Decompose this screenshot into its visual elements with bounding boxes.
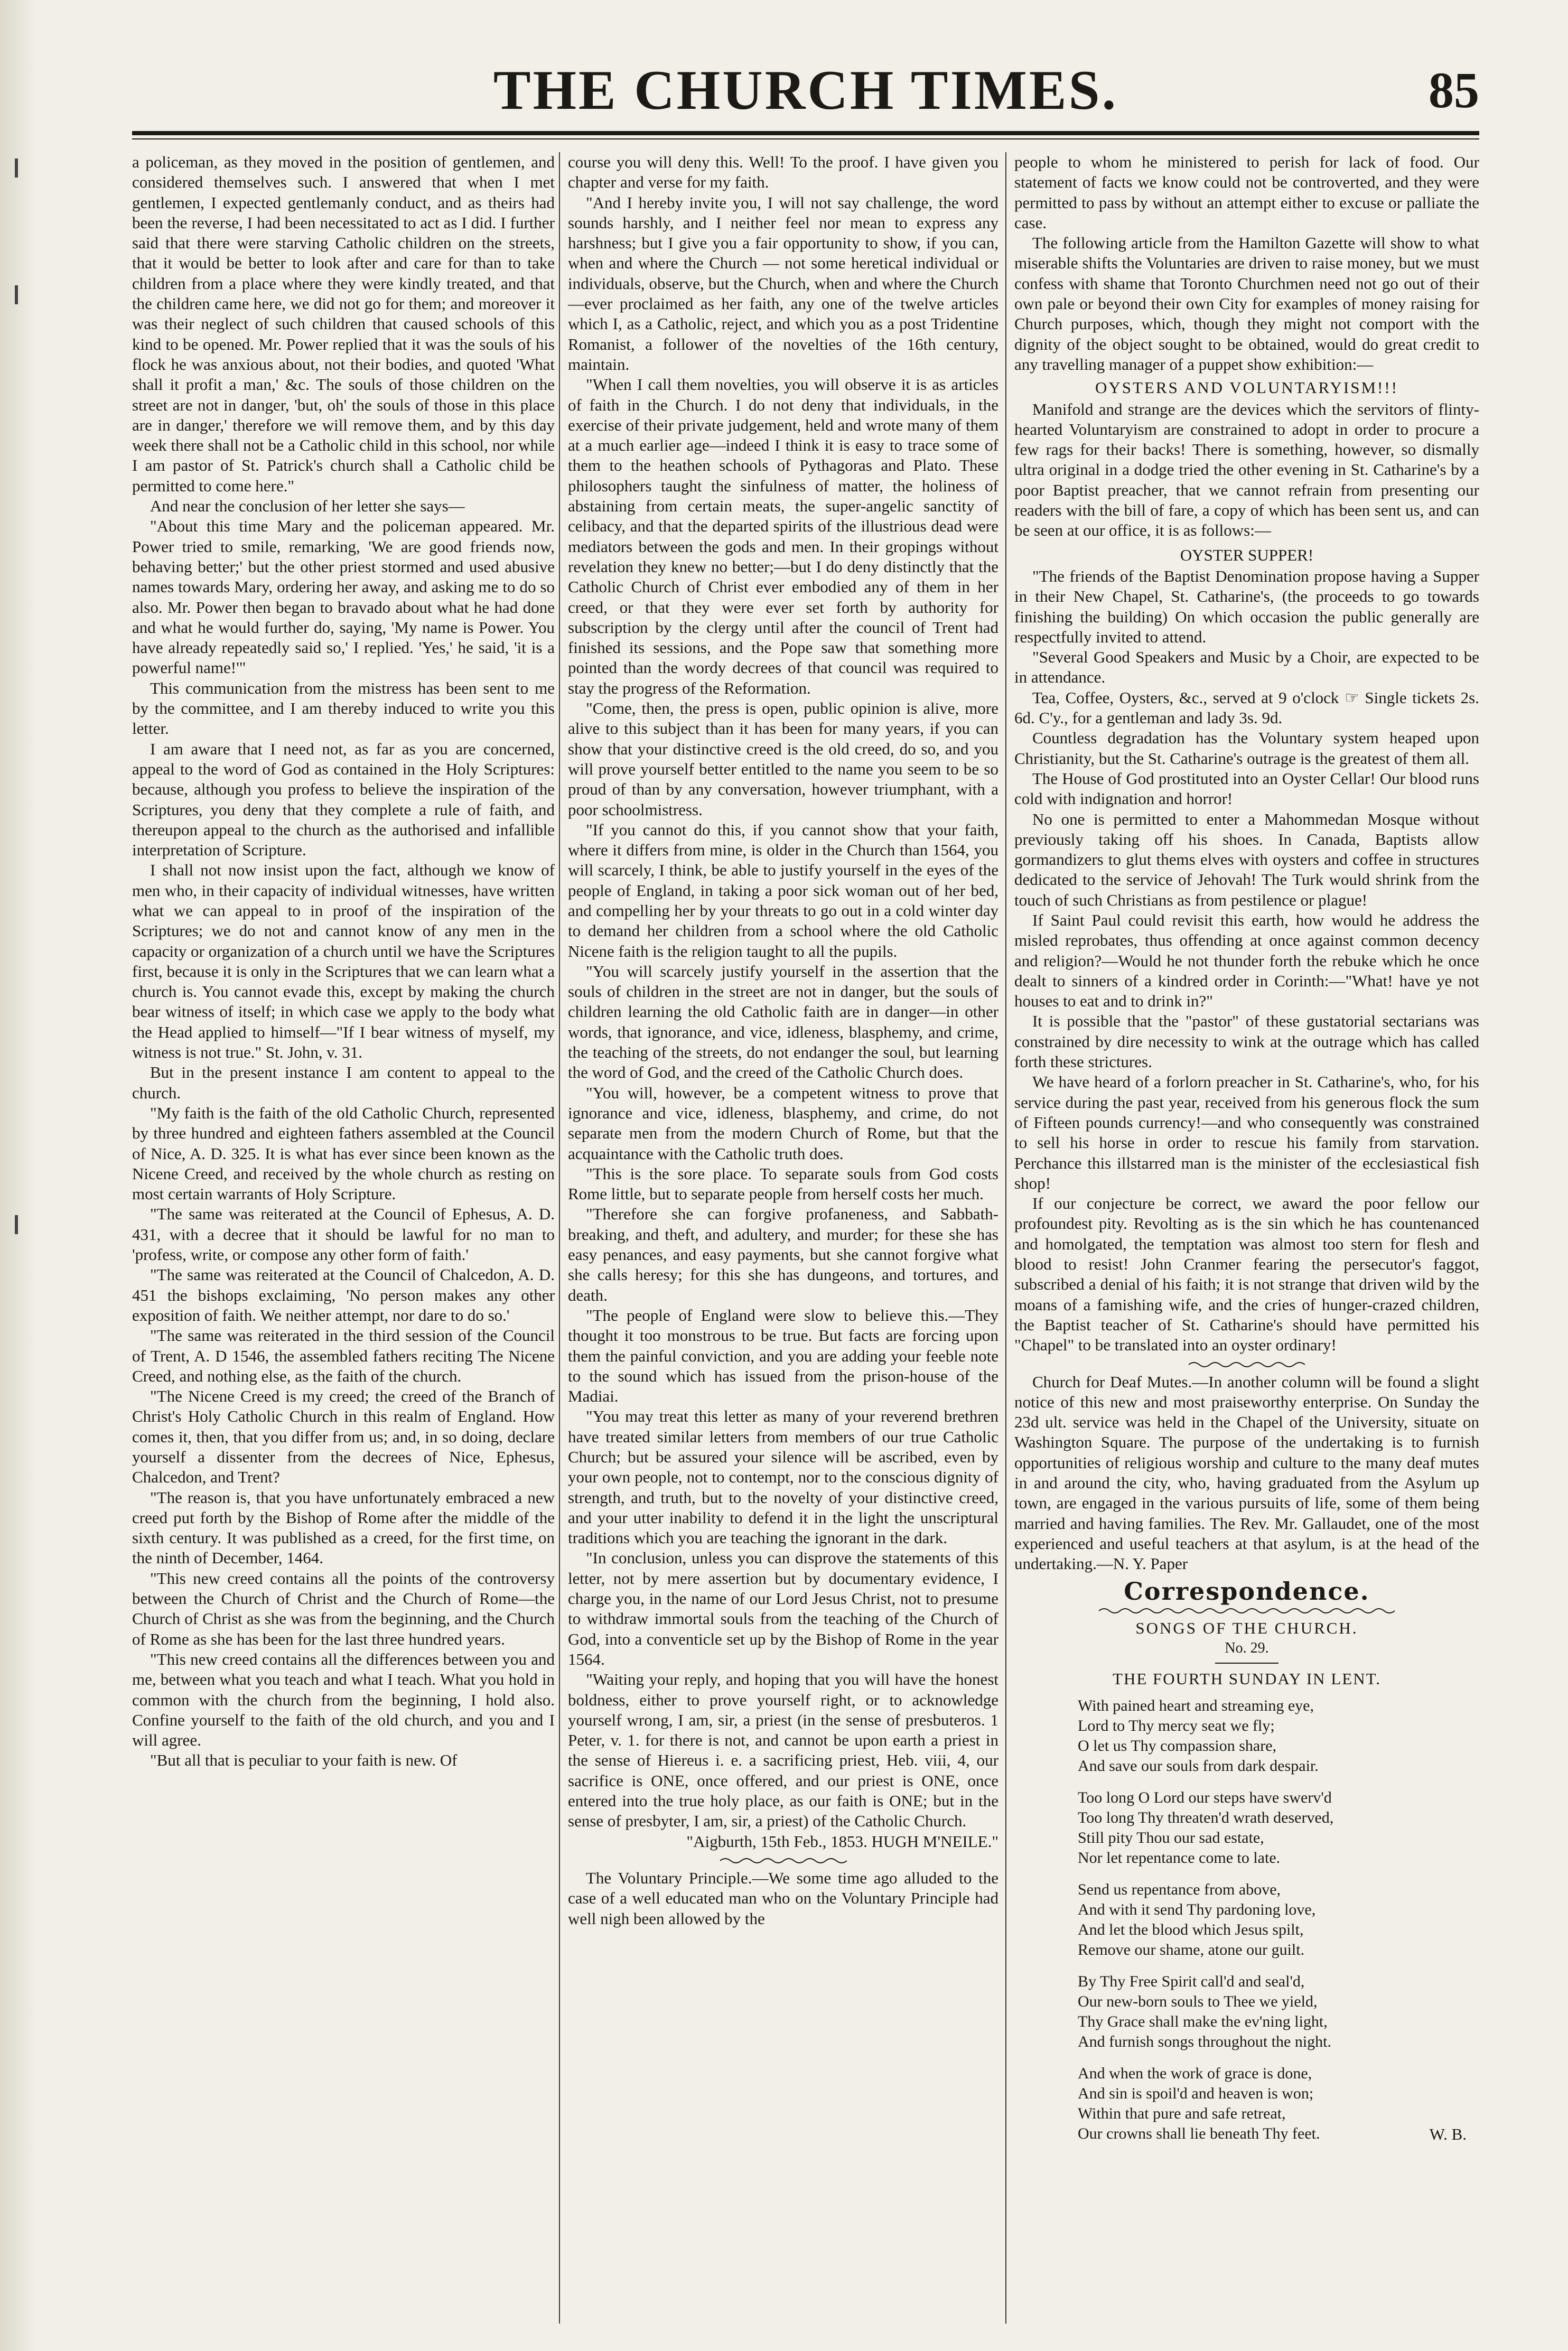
article-paragraph: "This is the sore place. To separate souls from God costs Rome little, but to separate people from herself costs her much. — [568, 1164, 998, 1204]
article-paragraph: I am aware that I need not, as far as you are concerned, appeal to the word of God as contained in the Holy Scriptures: because, although you profess to believe the inspiration of the Scriptures, you deny that they complete a rule of faith, and thereupon appeal to the church as the authorised and infallible interpretation of Scripture. — [132, 739, 555, 860]
poem-line: Too long O Lord our steps have swerv'd — [1078, 1788, 1332, 1806]
article-paragraph: But in the present instance I am content to appeal to the church. — [132, 1063, 555, 1102]
article-heading: OYSTERS AND VOLUNTARYISM!!! — [1095, 378, 1398, 397]
article-paragraph: "The same was reiterated at the Council of Chalcedon, A. D. 451 the bishops exclaiming, 'No person makes any other exposition of faith. We neither attempt, nor dare to do so.' — [132, 1265, 555, 1324]
article-paragraph: "The same was reiterated at the Council of Ephesus, A. D. 431, with a decree that it should be lawful for no man to 'profess, write, or compose any other form of faith.' — [132, 1205, 555, 1264]
poem-line: Our new-born souls to Thee we yield, — [1078, 1992, 1318, 2010]
poem-line: Nor let repentance come to late. — [1078, 1849, 1281, 1867]
deaf-mutes-paragraph: Church for Deaf Mutes.—In another column will be found a slight notice of this new and most praiseworthy enterprise. On Sunday the 23d ult. service was held in the Chapel of the University, situate on Washington Square. The purpose of the undertaking is to furnish opportunities of religious worship and culture to the many deaf mutes in and around the city, who, having graduated from the Asylum up town, are engaged in the various pursuits of life, some of them being married and having families. The Rev. Mr. Gallaudet, one of the most experienced and useful teachers at that asylum, is at the head of the undertaking.—N. Y. Paper — [1014, 1372, 1479, 1573]
article-paragraph: Countless degradation has the Voluntary system heaped upon Christianity, but the St. Catharine's outrage is the greatest of them all. — [1014, 729, 1479, 768]
poem-signature: W. B. — [1429, 2125, 1467, 2144]
article-paragraph: No one is permitted to enter a Mahommedan Mosque without previously taking off his shoes. In Canada, Baptists allow gormandizers to glut thems elves with oysters and coffee in structures dedicated to the service of Jehovah! The Turk would shrink from the touch of such Christians as from pestilence or plague! — [1014, 809, 1479, 909]
article-paragraph: The following article from the Hamilton Gazette will show to what miserable shifts the Voluntaries are driven to raise money, but we must confess with shame that Toronto Churchmen need not go out of their own pale or beyond their own City for examples of money raising for Church purposes, which, though they might not comport with the dignity of the object sought to be obtained, would do great credit to any travelling manager of a puppet show exhibition:— — [1014, 234, 1479, 374]
poem-line: And when the work of grace is done, — [1078, 2064, 1312, 2082]
article-paragraph: If Saint Paul could revisit this earth, how would he address the misled reprobates, thus offending at once against common decency and religion?—Would he not thunder forth the rebuke which he once dealt to sinners of a kindred order in Corinth:—"What! have ye not houses to eat and to drink in?" — [1014, 910, 1479, 1011]
column-2 — [568, 152, 998, 2324]
article-paragraph: We have heard of a forlorn preacher in St. Catharine's, who, for his service during the past year, received from his generous flock the sum of Fifteen pounds currency!—and who consequently was constrained to sell his horse in order to rescue his family from starvation. Perchance this illstarred man is the minister of the ecclesiastical fish shop! — [1014, 1072, 1479, 1192]
article-paragraph: "My faith is the faith of the old Catholic Church, represented by three hundred and eighteen fathers assembled at the Council of Nice, A. D. 325. It is what has ever since been known as the Nicene Creed, and received by the whole church as resting on most certain warrants of Holy Scripture. — [132, 1103, 555, 1204]
section-divider-ornament — [568, 1855, 998, 1865]
article-paragraph: "About this time Mary and the policeman appeared. Mr. Power tried to smile, remarking, 'We are good friends now, behaving better;' but the other priest stormed and used abusive names towards Mary, ordering her away, and asking me to do so also. Mr. Power then began to bravado about what he had done and what he would further do, saying, 'My name is Power. You have already repeatedly said so,' I replied. 'Yes,' he said, 'it is a powerful name!'" — [132, 517, 555, 677]
article-paragraph: "The same was reiterated in the third session of the Council of Trent, A. D 1546, the assembled fathers reciting The Nicene Creed, and nothing else, as the faith of the church. — [132, 1326, 555, 1385]
masthead — [132, 51, 1479, 130]
poem-title: THE FOURTH SUNDAY IN LENT. — [1113, 1669, 1381, 1688]
section-divider-ornament — [1014, 1605, 1479, 1615]
songs-number: No. 29. — [1225, 1640, 1269, 1657]
article-paragraph: "Come, then, the press is open, public opinion is alive, more alive to this subject than it has been for many years, if you can show that your distinctive creed is the old creed, do so, and you will prove yourself better entitled to the name you seem to be so proud of than by any conversation, however triumphant, with a poor schoolmistress. — [568, 699, 998, 819]
masthead-rule — [132, 131, 1479, 135]
article-paragraph: people to whom he ministered to perish for lack of food. Our statement of facts we know could not be controverted, and they were permitted to pass by without an attempt either to excuse or palliate the case. — [1014, 153, 1479, 232]
short-rule — [1215, 1663, 1278, 1664]
poem-line: Our crowns shall lie beneath Thy feet. — [1078, 2124, 1320, 2142]
article-paragraph: It is possible that the "pastor" of these gustatorial sectarians was constrained by dire necessity to wink at the outrage which has called forth these strictures. — [1014, 1012, 1479, 1071]
article-paragraph: "But all that is peculiar to your faith is new. Of — [150, 1751, 458, 1770]
newspaper-title: THE CHURCH TIMES. — [493, 59, 1118, 121]
article-paragraph: "Several Good Speakers and Music by a Choir, are expected to be in attendance. — [1014, 648, 1479, 687]
column-divider — [1005, 152, 1006, 2324]
poem-line: Within that pure and safe retreat, — [1078, 2104, 1286, 2122]
column-3 — [1014, 152, 1479, 2324]
article-paragraph: "You will, however, be a competent witness to prove that ignorance and vice, idleness, blasphemy, and crime, do not separate men from the modern Church of Rome, but that the acquaintance with the Catholic truth does. — [568, 1083, 998, 1163]
article-paragraph: "You may treat this letter as many of your reverend brethren have treated similar letters from members of our true Catholic Church; but be assured your silence will be ascribed, even by your own people, not to contempt, nor to the conscious dignity of strength, and truth, but to the novelty of your distinctive creed, and your utter inability to defend it in the light the unscriptural traditions which you are teaching the ignorant in the dark. — [568, 1407, 998, 1547]
poem-stanza — [1014, 1696, 1479, 1776]
songs-title: SONGS OF THE CHURCH. — [1135, 1618, 1358, 1637]
poem-stanza — [1014, 1972, 1479, 2052]
poem-line: Too long Thy threaten'd wrath deserved, — [1078, 1808, 1334, 1826]
poem-line: Still pity Thou our sad estate, — [1078, 1828, 1264, 1846]
letter-signature: "Aigburth, 15th Feb., 1853. HUGH M'NEILE." — [686, 1832, 998, 1851]
poem-line: Remove our shame, atone our guilt. — [1078, 1940, 1305, 1958]
article-paragraph: "The people of England were slow to believe this.—They thought it too monstrous to be true. But facts are forcing upon them the painful conviction, and you are adding your feeble note to the sound which has issued from the prison-house of the Madiai. — [568, 1305, 998, 1406]
page-binding-edge — [0, 0, 37, 2351]
article-paragraph: I shall not now insist upon the fact, although we know of men who, in their capacity of individual witnesses, have written what we can appeal to in proof of the inspiration of the Scriptures; we do not and cannot know of any men in the capacity or organization of a church until we have the Scriptures first, because it is only in the Scriptures that we can learn what a church is. You cannot evade this, except by making the church bear witness of itself; in which case we apply to the body what the Head applied to himself—"If I bear witness of myself, my witness is not true." St. John, v. 31. — [132, 861, 555, 1062]
article-paragraph: "This new creed contains all the points of the controversy between the Church of Christ and the Church of Rome—the Church of Christ as she was from the beginning, and the Church of Rome as she has been for the last three hundred years. — [132, 1569, 555, 1648]
poem-line: And sin is spoil'd and heaven is won; — [1078, 2084, 1314, 2102]
article-paragraph: "The friends of the Baptist Denomination propose having a Supper in their New Chapel, St. Catharine's, (the proceeds to go towards finishing the building) On which occasion the public generally are respectfully invited to attend. — [1014, 566, 1479, 646]
poem-stanza — [1014, 2064, 1479, 2144]
article-paragraph: If our conjecture be correct, we award the poor fellow our profoundest pity. Revolting as is the sin which he has countenanced and homolgated, the temptation was almost too stern for flesh and blood to resist! John Cranmer fearing the persecutor's faggot, subscribed a denial of his faith; it is not strange that driven wild by the moans of a famishing wife, and the cries of hunger-crazed children, the Baptist teacher of St. Catharine's should have permitted his "Chapel" to be translated into an oyster ordinary! — [1014, 1194, 1479, 1355]
poem-line: And save our souls from dark despair. — [1078, 1757, 1319, 1775]
poem-line: And with it send Thy pardoning love, — [1078, 1900, 1316, 1918]
article-paragraph: "When I call them novelties, you will observe it is as articles of faith in the Church. I do not deny that individuals, in the exercise of their private judgement, held and wrote many of them at a much earlier age—indeed I think it is easy to trace some of them to the heathen schools of Pythagoras and Plato. These philosophers taught the sinfulness of matter, the holiness of abstaining from certain meats, the super-angelic sanctity of celibacy, and that the departed spirits of the illustrious dead were mediators between the gods and men. In their gropings without revelation they knew no better;—but I do deny distinctly that the Catholic Church of Christ ever embodied any of them in her creed, or that they were ever set forth by authority for subscription by the clergy until after the council of Trent had finished its sessions, and the Pope saw that something more pointed than the wordy decrees of that council was required to stay the progress of the Reformation. — [568, 375, 998, 697]
article-paragraph: "Waiting your reply, and hoping that you will have the honest boldness, either to prove yourself right, or to acknowledge yourself wrong, I am, sir, a priest (in the sense of presbuteros. 1 Peter, v. 1. for there is not, and cannot be upon earth a priest in the sense of Hiereus i. e. a sacrificing priest, Heb. viii, 4, our sacrifice is ONE, once offered, and our priest is ONE, once entered into the true holy place, as our faith is ONE; but in the sense of presbyter, I am, sir, a priest) of the Catholic Church. — [568, 1670, 998, 1831]
article-paragraph: "This new creed contains all the differences between you and me, between what you teach and what I teach. What you hold in common with the church from the beginning, I hold also. Confine yourself to the faith of the old church, and you and I will agree. — [132, 1649, 555, 1750]
article-paragraph: This communication from the mistress has been sent to me by the committee, and I am thereby induced to write you this letter. — [132, 678, 555, 738]
bill-of-fare-heading: OYSTER SUPPER! — [1180, 545, 1314, 564]
article-paragraph: "If you cannot do this, if you cannot show that your faith, where it differs from mine, is older in the Church than 1564, you will scarcely, I think, be able to justify yourself in the eyes of the people of England, in taking a poor sick woman out of her bed, and compelling her by your threats to go out in a cold winter day to demand her children from a school where the old Catholic Nicene faith is the religion taught to all the pupils. — [568, 820, 998, 960]
binding-mark — [15, 285, 18, 304]
poem-line: O let us Thy compassion share, — [1078, 1737, 1277, 1755]
article-paragraph: And near the conclusion of her letter she says— — [150, 497, 465, 516]
poem-line: With pained heart and streaming eye, — [1078, 1696, 1314, 1714]
poem-line: Thy Grace shall make the ev'ning light, — [1078, 2012, 1328, 2030]
poem-line: And furnish songs throughout the night. — [1078, 2032, 1331, 2050]
poem-stanza — [1014, 1880, 1479, 1960]
binding-mark — [15, 1215, 18, 1234]
poem-stanza — [1014, 1788, 1479, 1868]
column-1 — [132, 152, 555, 2324]
section-divider-ornament — [1014, 1359, 1479, 1369]
binding-mark — [15, 158, 18, 178]
poem-line: By Thy Free Spirit call'd and seal'd, — [1078, 1972, 1305, 1990]
poem-line: And let the blood which Jesus spilt, — [1078, 1920, 1304, 1938]
article-paragraph: The House of God prostituted into an Oyster Cellar! Our blood runs cold with indignation and horror! — [1014, 769, 1479, 808]
poem-line: Send us repentance from above, — [1078, 1880, 1281, 1898]
article-paragraph: "You will scarcely justify yourself in the assertion that the souls of children in the street are not in danger, but the souls of children learning the old Catholic faith are in danger—in other words, that ignorance, and vice, idleness, blasphemy, and crime, the teaching of the streets, do not endanger the soul, but learning the word of God, and the creed of the Catholic Church does. — [568, 962, 998, 1082]
article-paragraph: a policeman, as they moved in the position of gentlemen, and considered themselves such. I answered that when I met gentlemen, I expected gentlemanly conduct, and as theirs had been the reverse, I had been necessitated to act as I did. I further said that there were starving Catholic children on the streets, that it would be better to look after and care for than to take children from a place where they were kindly treated, and that the children came here, we did not go for them; and moreover it was their neglect of such children that caused schools of this kind to be opened. Mr. Power replied that it was the souls of his flock he was anxious about, not their bodies, and quoted 'What shall it profit a man,' &c. The souls of those children on the street are not in danger, 'but, oh' the souls of those in this place are in danger,' therefore we will remove them, and by this day week there shall not be a Catholic child in this school, nor while I am pastor of St. Patrick's church shall a Catholic child be permitted to come here." — [132, 153, 555, 495]
masthead-rule-thin — [132, 138, 1479, 139]
article-paragraph: "Therefore she can forgive profaneness, and Sabbath-breaking, and theft, and adultery, and murder; for these she has easy penances, and easy payments, but she cannot forgive what she calls heresy; for this she has dungeons, and tortures, and death. — [568, 1205, 998, 1304]
column-divider — [559, 152, 560, 2324]
poem-line: Lord to Thy mercy seat we fly; — [1078, 1716, 1275, 1734]
article-paragraph: Tea, Coffee, Oysters, &c., served at 9 o'clock ☞ Single tickets 2s. 6d. C'y., for a gentleman and lady 3s. 9d. — [1014, 688, 1479, 727]
voluntary-principle-paragraph: The Voluntary Principle.—We some time ago alluded to the case of a well educated man who on the Voluntary Principle had well nigh been allowed by the — [568, 1868, 998, 1928]
article-paragraph: course you will deny this. Well! To the proof. I have given you chapter and verse for my faith. — [568, 153, 998, 192]
article-paragraph: "The Nicene Creed is my creed; the creed of the Branch of Christ's Holy Catholic Church in this realm of England. How comes it, then, that you differ from us; and, in so doing, declare yourself a dissenter from the decrees of Nice, Ephesus, Chalcedon, and Trent? — [132, 1387, 555, 1487]
poem — [1014, 1696, 1479, 2144]
article-paragraph: Manifold and strange are the devices which the servitors of flinty-hearted Voluntaryism are constrained to adopt in order to procure a few rags for their backs! There is something, however, so dismally ultra original in a dodge tried the other evening in St. Catharine's by a poor Baptist preacher, that we cannot refrain from presenting our readers with the bill of fare, a copy of which has been sent us, and can be seen at our office, it is as follows:— — [1014, 399, 1479, 540]
article-paragraph: "And I hereby invite you, I will not say challenge, the word sounds harshly, and I neither feel nor mean to express any harshness; but I give you a fair opportunity to show, if you can, when and where the Church — not some heretical individual or individuals, observe, but the Church, when and where the Church—ever proclaimed as her faith, any one of the twelve articles which I, as a Catholic, reject, and which you as a post Tridentine Romanist, a follower of the novelties of the 16th century, maintain. — [568, 193, 998, 374]
correspondence-heading: Correspondence. — [1124, 1577, 1370, 1606]
article-paragraph: "In conclusion, unless you can disprove the statements of this letter, not by mere assertion but by documentary evidence, I charge you, in the name of our Lord Jesus Christ, not to presume to withdraw immortal souls from the teaching of the Church of God, into a conventicle set up by the Bishop of Rome in the year 1564. — [568, 1548, 998, 1668]
page-number: 85 — [1429, 62, 1479, 118]
article-paragraph: "The reason is, that you have unfortunately embraced a new creed put forth by the Bishop of Rome after the middle of the sixth century. It was published as a creed, for the first time, on the ninth of December, 1464. — [132, 1488, 555, 1568]
